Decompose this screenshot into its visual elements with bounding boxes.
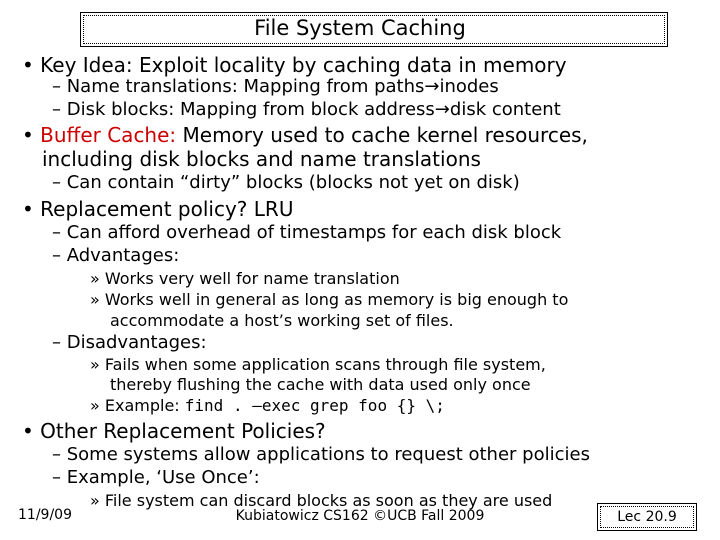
sub-advantages: – Advantages: [52,245,180,266]
sub-disadvantages: – Disadvantages: [52,332,207,353]
advantage-item: » Works well in general as long as memory is big enough to [90,290,569,309]
disadvantage-example [90,398,445,414]
bullet-dot: • [22,123,34,147]
sub-name-translations: – Name translations: Mapping from paths→inodes [52,76,499,97]
slide-title: File System Caching [254,16,466,40]
buffer-cache-continuation: including disk blocks and name translations [42,147,481,171]
sub-afford-overhead: – Can afford overhead of timestamps for each disk block [52,222,562,243]
sub-disk-blocks: – Disk blocks: Mapping from block address→disk content [52,99,561,120]
footer-date: 11/9/09 [18,507,72,523]
sub-use-once: – Example, ‘Use Once’: [52,467,260,488]
example-label: » Example: [90,396,180,415]
buffer-cache-term: Buffer Cache: [40,123,177,147]
example-command: find . –exec grep foo {} \; [184,396,445,415]
disadvantage-item: » Fails when some application scans through file system, [90,355,546,374]
bullet-replacement-policy: • Replacement policy? LRU [22,197,294,221]
disadvantage-item-continuation: thereby flushing the cache with data used only once [110,375,531,394]
sub-some-systems: – Some systems allow applications to request other policies [52,444,590,465]
bullet-other-policies: • Other Replacement Policies? [22,419,326,443]
buffer-cache-definition: Memory used to cache kernel resources, [182,123,588,147]
bullet-buffer-cache [22,125,588,145]
footer-lecture-number: Lec 20.9 [617,509,677,525]
bullet-key-idea: • Key Idea: Exploit locality by caching data in memory [22,53,567,77]
sub-dirty-blocks: – Can contain “dirty” blocks (blocks not yet on disk) [52,172,520,193]
use-once-item: » File system can discard blocks as soon as they are used [90,491,553,510]
advantage-item-continuation: accommodate a host’s working set of files. [110,311,454,330]
footer-credit: Kubiatowicz CS162 ©UCB Fall 2009 [235,508,485,524]
advantage-item: » Works very well for name translation [90,269,400,288]
